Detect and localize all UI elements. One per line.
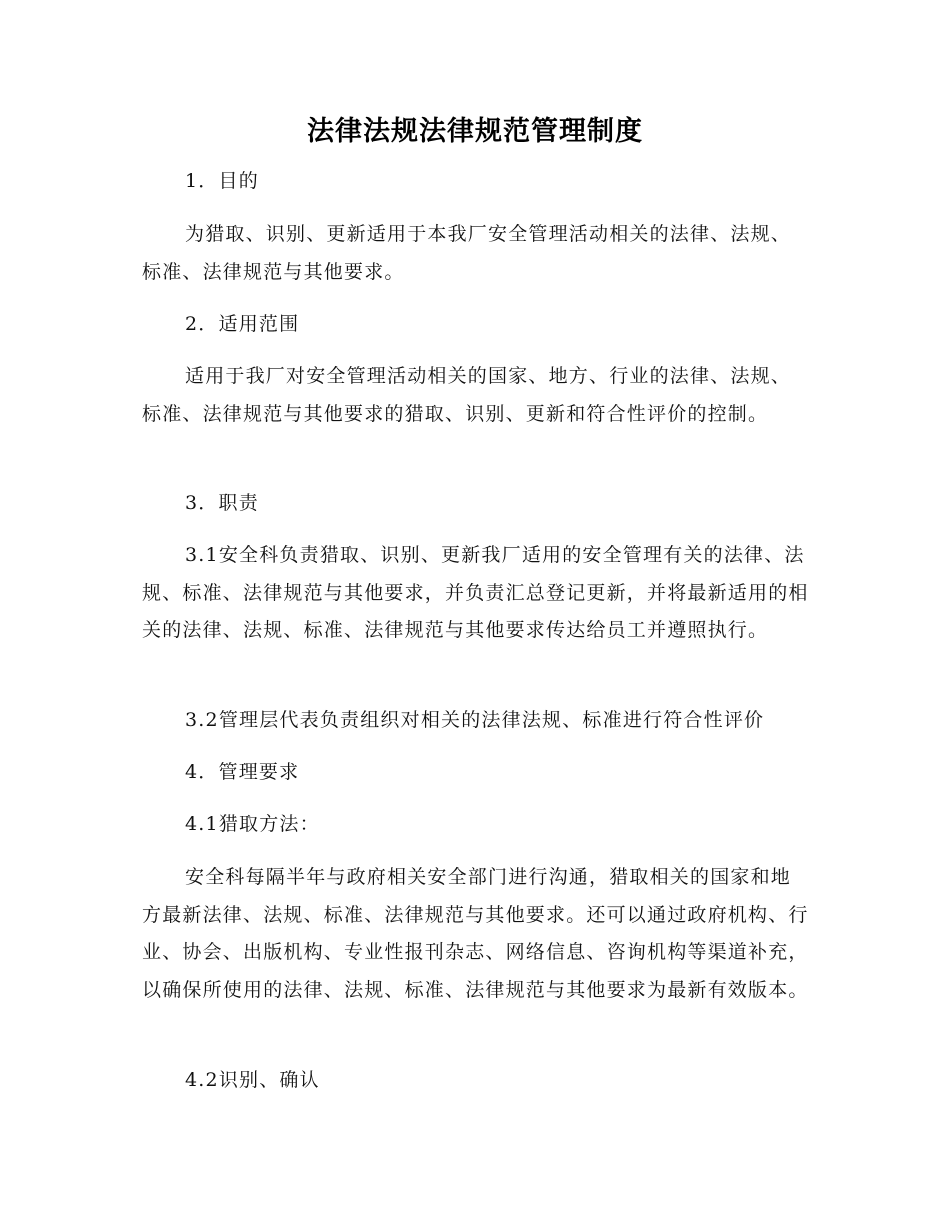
section-heading-scope: 2．适用范围 xyxy=(185,313,300,335)
section-heading-responsibilities: 3．职责 xyxy=(185,492,259,514)
section-heading-purpose: 1．目的 xyxy=(185,170,259,192)
paragraph-responsibility-3-1: 3.1安全科负责猎取、识别、更新我厂适用的安全管理有关的法律、法规、标准、法律规范与其他要求，并负责汇总登记更新，并将最新适用的相关的法律、法规、标准、法律规范与其他要求传达给员工并遵照执行。 xyxy=(142,544,809,641)
subheading-identification: 4.2识别、确认 xyxy=(185,1069,320,1091)
section-heading-management: 4．管理要求 xyxy=(185,761,300,783)
paragraph-scope: 适用于我厂对安全管理活动相关的国家、地方、行业的法律、法规、标准、法律规范与其他要求的猎取、识别、更新和符合性评价的控制。 xyxy=(142,365,792,425)
paragraph-purpose: 为猎取、识别、更新适用于本我厂安全管理活动相关的法律、法规、标准、法律规范与其他要求。 xyxy=(142,223,792,283)
paragraph-acquisition: 安全科每隔半年与政府相关安全部门进行沟通，猎取相关的国家和地方最新法律、法规、标准、法律规范与其他要求。还可以通过政府机构、行业、协会、出版机构、专业性报刊杂志、网络信息、咨询机构等渠道补充，以确保所使用的法律、法规、标准、法律规范与其他要求为最新有效版本。 xyxy=(142,866,809,1001)
subheading-acquisition-method: 4.1猎取方法： xyxy=(185,813,320,835)
paragraph-responsibility-3-2: 3.2管理层代表负责组织对相关的法律法规、标准进行符合性评价 xyxy=(185,709,765,731)
document-title: 法律法规法律规范管理制度 xyxy=(307,116,643,147)
